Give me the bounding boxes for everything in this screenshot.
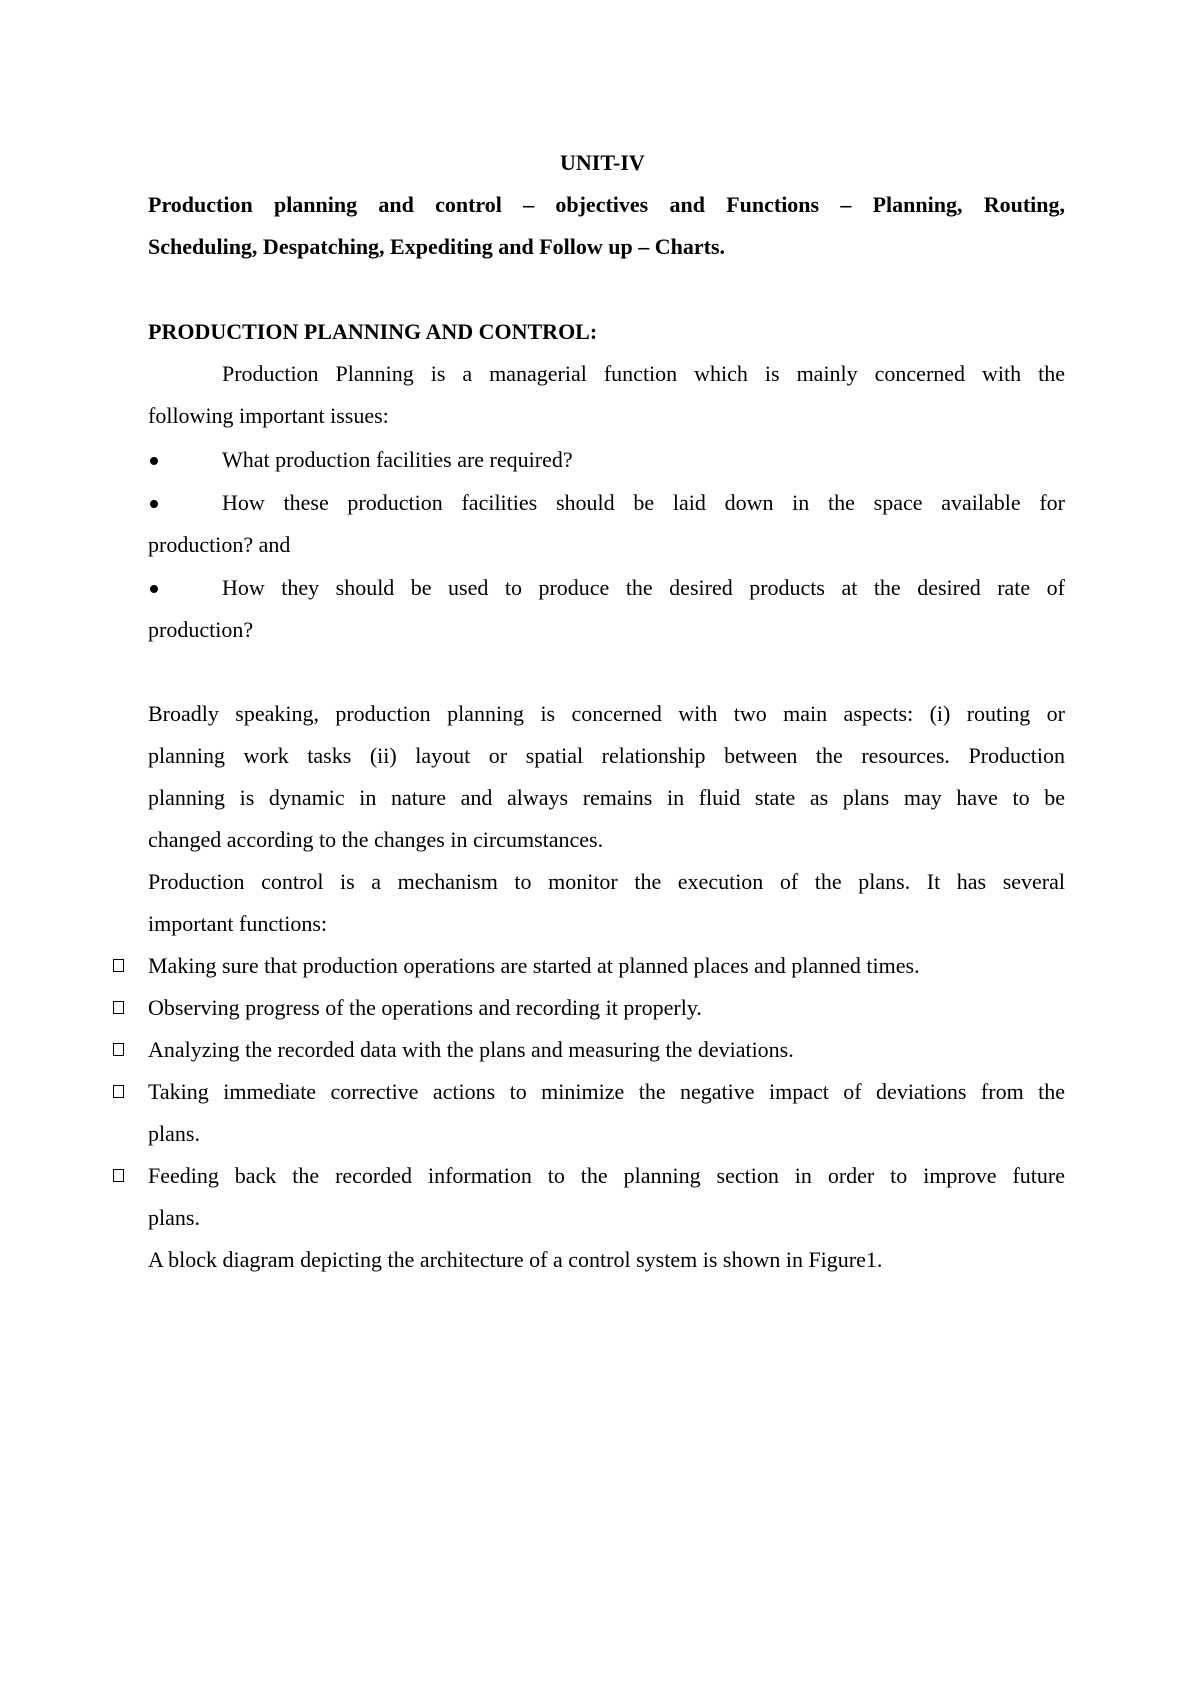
function-item-2: Observing progress of the operations and recording it properly. <box>148 995 702 1020</box>
function-item-5-line-2: plans. <box>148 1205 200 1230</box>
checkbox-bullet-icon <box>113 1169 124 1182</box>
issue-item-1: What production facilities are required? <box>222 447 573 472</box>
bullet-icon <box>150 457 158 465</box>
unit-title: UNIT-IV <box>560 150 645 175</box>
function-item-4-line-2: plans. <box>148 1121 200 1146</box>
function-item-5-line-1: Feeding back the recorded information to the planning section in order to improve future <box>148 1163 1065 1188</box>
intro-line-1: Production Planning is a managerial function which is mainly concerned with the <box>222 361 1065 386</box>
bullet-icon <box>150 500 158 508</box>
broadly-line-3: planning is dynamic in nature and always remains in fluid state as plans may have to be <box>148 785 1065 810</box>
broadly-line-4: changed according to the changes in circumstances. <box>148 827 604 852</box>
issue-item-2-line-1: How these production facilities should be laid down in the space available for <box>222 490 1065 515</box>
checkbox-bullet-icon <box>113 1043 124 1056</box>
control-line-1: Production control is a mechanism to monitor the execution of the plans. It has several <box>148 869 1065 894</box>
figure-reference: A block diagram depicting the architecture of a control system is shown in Figure1. <box>148 1247 883 1272</box>
issue-item-3-line-2: production? <box>148 617 254 642</box>
broadly-line-2: planning work tasks (ii) layout or spatial relationship between the resources. Production <box>148 743 1065 768</box>
checkbox-bullet-icon <box>113 1085 124 1098</box>
checkbox-bullet-icon <box>113 959 124 972</box>
control-line-2: important functions: <box>148 911 328 936</box>
intro-line-2: following important issues: <box>148 403 389 428</box>
section-heading: PRODUCTION PLANNING AND CONTROL: <box>148 319 598 344</box>
function-item-4-line-1: Taking immediate corrective actions to minimize the negative impact of deviations from the <box>148 1079 1065 1104</box>
syllabus-line-1: Production planning and control – objectives and Functions – Planning, Routing, <box>148 192 1065 217</box>
issue-item-2-line-2: production? and <box>148 532 291 557</box>
broadly-line-1: Broadly speaking, production planning is concerned with two main aspects: (i) routing or <box>148 701 1065 726</box>
function-item-1: Making sure that production operations are started at planned places and planned times. <box>148 953 920 978</box>
issue-item-3-line-1: How they should be used to produce the desired products at the desired rate of <box>222 575 1065 600</box>
function-item-3: Analyzing the recorded data with the plans and measuring the deviations. <box>148 1037 794 1062</box>
checkbox-bullet-icon <box>113 1001 124 1014</box>
bullet-icon <box>150 585 158 593</box>
syllabus-line-2: Scheduling, Despatching, Expediting and Follow up – Charts. <box>148 234 726 259</box>
